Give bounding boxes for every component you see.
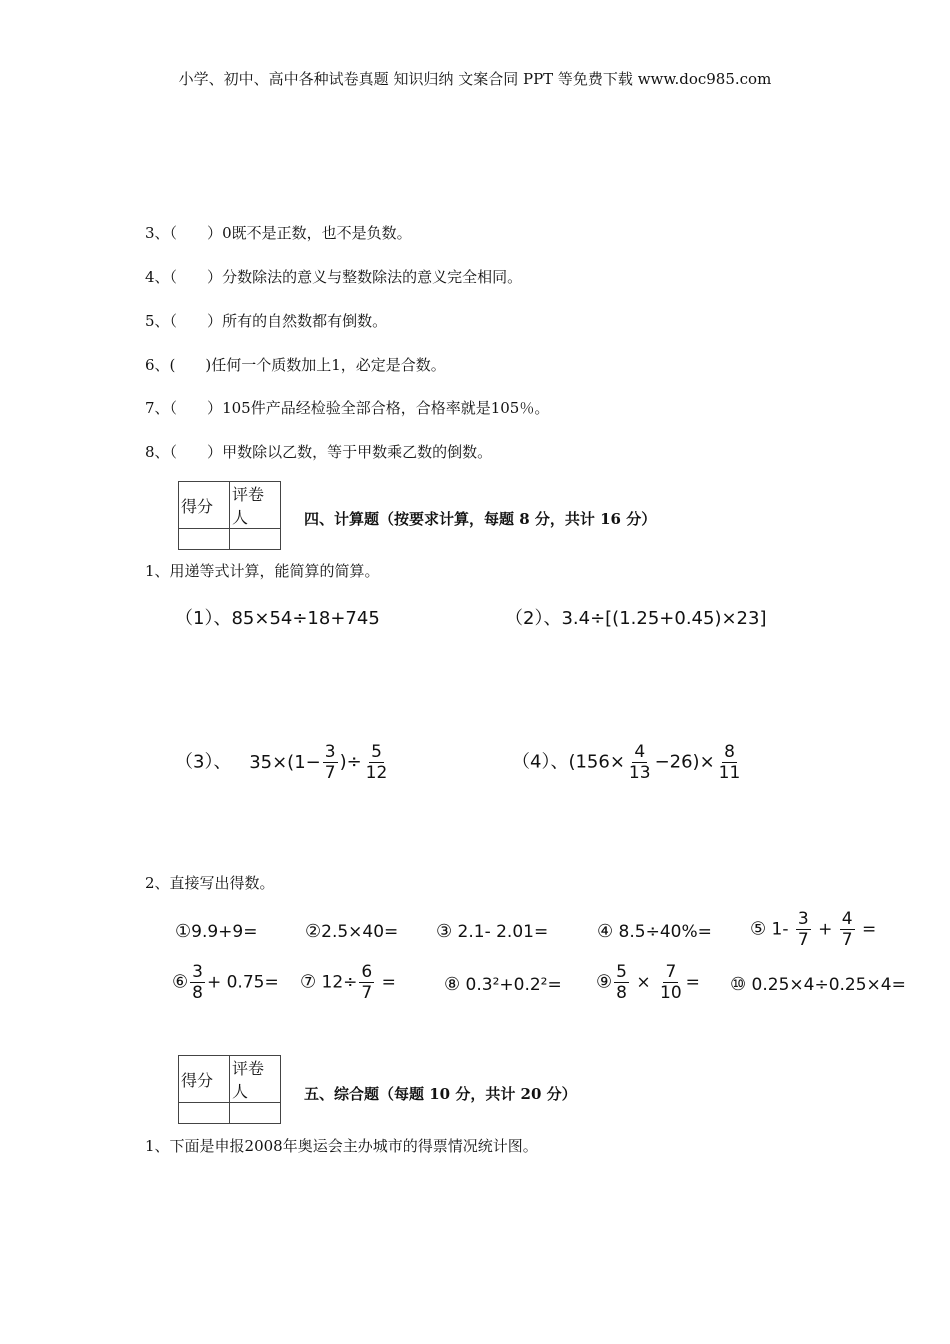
fraction: $\frac{4}{7}$ bbox=[841, 909, 853, 950]
fraction: $\frac{4}{13}$ bbox=[628, 742, 651, 783]
mental-item-7: ⑦ 12÷ $\frac{6}{7}$ = bbox=[300, 962, 396, 1003]
tf-question-6: 6、( )任何一个质数加上1，必定是合数。 bbox=[145, 356, 446, 374]
calc-item-3: （3）、 35×(1− $\frac{3}{7}$ )÷ $\frac{5}{12}$ bbox=[175, 742, 388, 783]
score-box-section5 bbox=[178, 1055, 281, 1124]
score-box-section4 bbox=[178, 481, 281, 550]
section5-q1: 1、下面是申报2008年奥运会主办城市的得票情况统计图。 bbox=[145, 1137, 538, 1155]
score-label: 得分 bbox=[179, 482, 230, 529]
mental-item-5: ⑤ 1- $\frac{3}{7}$ + $\frac{4}{7}$ = bbox=[750, 909, 877, 950]
mental-item-10: ⑩ 0.25×4÷0.25×4= bbox=[730, 974, 906, 995]
tf-question-3: 3、（ ）0既不是正数，也不是负数。 bbox=[145, 224, 412, 242]
tf-question-4: 4、（ ）分数除法的意义与整数除法的意义完全相同。 bbox=[145, 268, 523, 286]
tf-question-8: 8、（ ）甲数除以乙数，等于甲数乘乙数的倒数。 bbox=[145, 443, 493, 461]
page-header: 小学、初中、高中各种试卷真题 知识归纳 文案合同 PPT 等免费下载 www.doc985.com bbox=[178, 70, 772, 88]
fraction: $\frac{5}{12}$ bbox=[365, 742, 388, 783]
fraction: $\frac{3}{7}$ bbox=[797, 909, 809, 950]
calc-item-2: （2）、3.4÷[(1.25+0.45)×23] bbox=[505, 608, 767, 629]
grader-label: 评卷人 bbox=[230, 482, 281, 529]
score-cell bbox=[179, 529, 230, 550]
mental-item-3: ③ 2.1- 2.01= bbox=[436, 921, 549, 942]
grader-cell bbox=[230, 529, 281, 550]
section4-q1-label: 1、用递等式计算，能简算的简算。 bbox=[145, 562, 380, 580]
section4-q2-label: 2、直接写出得数。 bbox=[145, 874, 275, 892]
fraction: $\frac{6}{7}$ bbox=[361, 962, 373, 1003]
mental-item-4: ④ 8.5÷40%= bbox=[597, 921, 712, 942]
calc-item-4: （4）、(156× $\frac{4}{13}$ −26)× $\frac{8}{11}$ bbox=[512, 742, 741, 783]
tf-question-5: 5、（ ）所有的自然数都有倒数。 bbox=[145, 312, 388, 330]
score-label: 得分 bbox=[179, 1056, 230, 1103]
fraction: $\frac{8}{11}$ bbox=[718, 742, 741, 783]
fraction: $\frac{7}{10}$ bbox=[660, 962, 682, 1003]
mental-item-1: ①9.9+9= bbox=[175, 921, 258, 942]
mental-item-8: ⑧ 0.3²+0.2²= bbox=[444, 974, 562, 995]
mental-item-9: ⑨ $\frac{5}{8}$ × $\frac{7}{10}$ = bbox=[596, 962, 700, 1003]
score-cell bbox=[179, 1103, 230, 1124]
fraction: $\frac{3}{8}$ bbox=[192, 962, 203, 1003]
tf-question-7: 7、（ ）105件产品经检验全部合格，合格率就是105％。 bbox=[145, 399, 550, 417]
section4-title: 四、计算题（按要求计算，每题 8 分，共计 16 分） bbox=[304, 510, 657, 528]
mental-item-2: ②2.5×40= bbox=[305, 921, 399, 942]
calc-item-1: （1）、85×54÷18+745 bbox=[175, 608, 380, 629]
mental-item-6: ⑥ $\frac{3}{8}$ + 0.75= bbox=[172, 962, 279, 1003]
grader-label: 评卷人 bbox=[230, 1056, 281, 1103]
grader-cell bbox=[230, 1103, 281, 1124]
section5-title: 五、综合题（每题 10 分，共计 20 分） bbox=[304, 1085, 577, 1103]
fraction: $\frac{3}{7}$ bbox=[324, 742, 336, 783]
fraction: $\frac{5}{8}$ bbox=[616, 962, 627, 1003]
